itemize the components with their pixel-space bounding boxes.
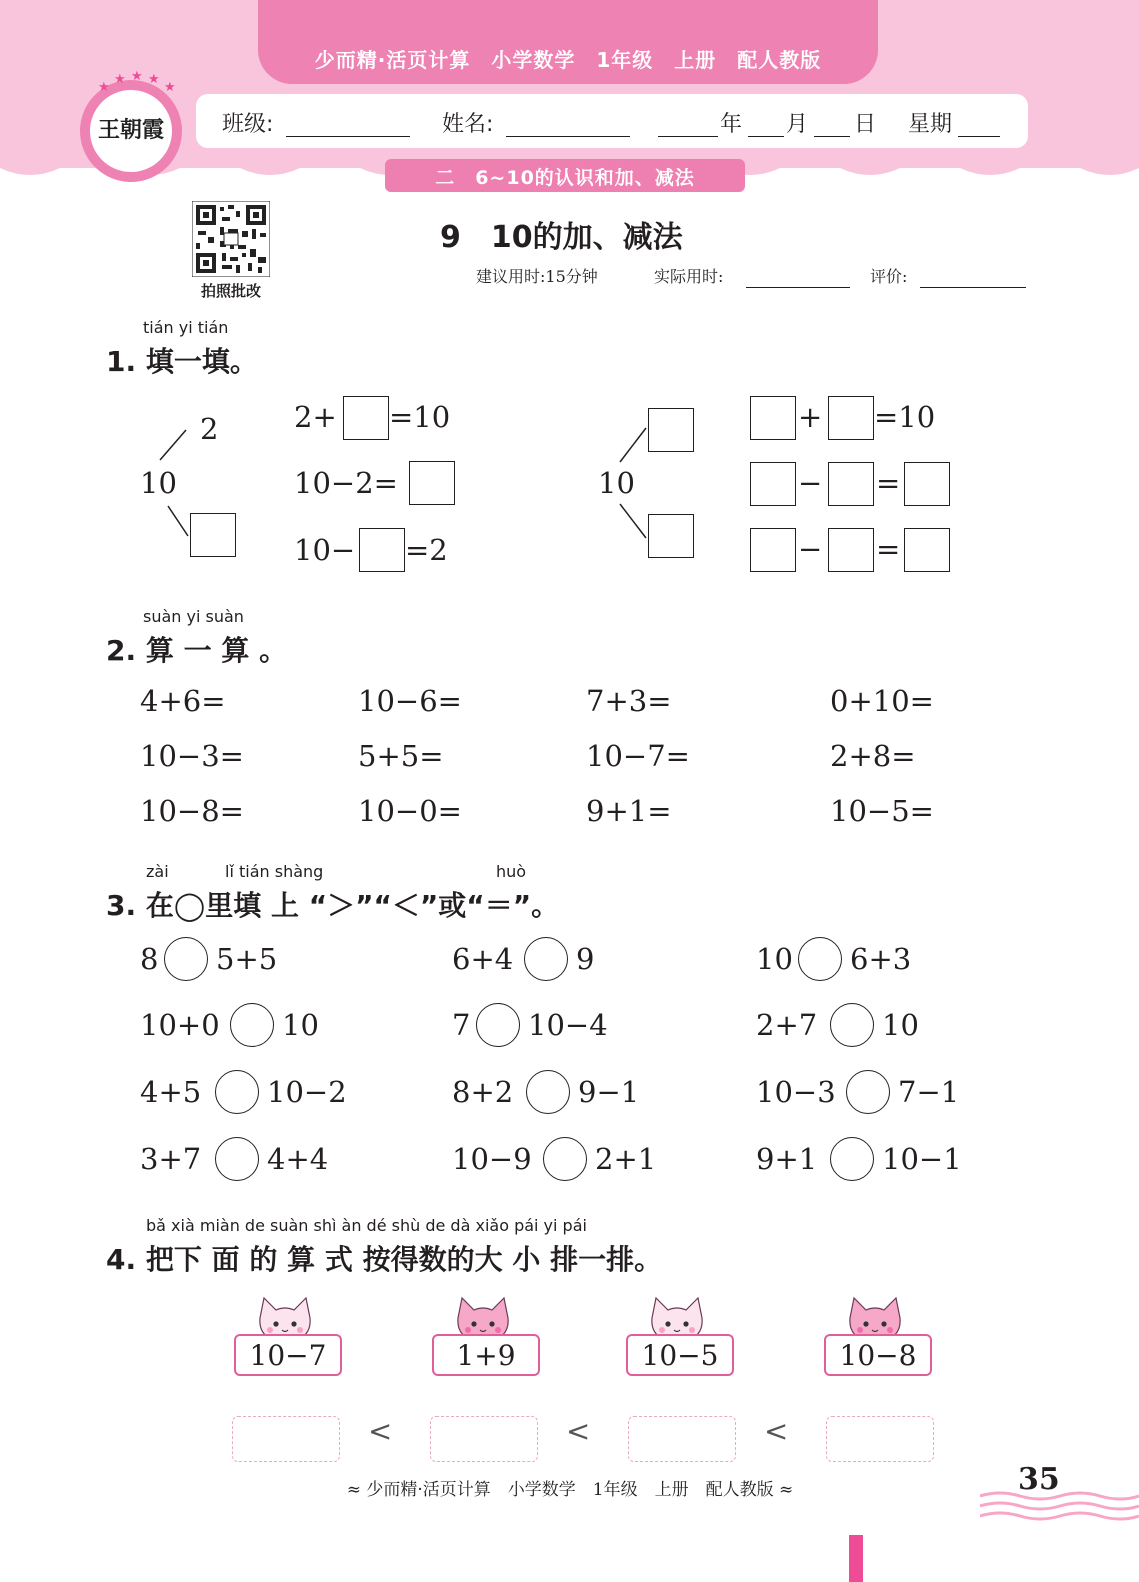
q3-compare-circle[interactable]: [164, 937, 208, 981]
q1-answer-box[interactable]: [359, 528, 405, 572]
day-label: 日: [854, 112, 877, 137]
q4-pinyin: bǎ xià miàn de suàn shì àn dé shù de dà xiǎo pái yi pái: [146, 1216, 587, 1235]
q1-pinyin: tián yi tián: [143, 318, 229, 337]
q2-pinyin: suàn yi suàn: [143, 607, 244, 626]
q1-answer-box[interactable]: [343, 396, 389, 440]
actual-time-label: 实际用时:: [654, 267, 724, 286]
q1-eq-text: 10−2=: [294, 466, 398, 500]
expression-card[interactable]: 1+9: [432, 1334, 540, 1376]
weekday-field[interactable]: [958, 112, 1000, 137]
q1-eq-text: =: [876, 466, 901, 500]
actual-time-field[interactable]: [746, 286, 850, 288]
lesson-title: 9 10的加、减法: [440, 220, 683, 255]
q1-answer-box[interactable]: [409, 461, 455, 505]
q1-answer-box[interactable]: [828, 462, 874, 506]
q3-compare-circle[interactable]: [215, 1070, 259, 1114]
q1-answer-box[interactable]: [904, 462, 950, 506]
less-than-sign: <: [764, 1414, 789, 1448]
q1-answer-box[interactable]: [750, 528, 796, 572]
class-field[interactable]: [286, 112, 410, 137]
q3-compare-circle[interactable]: [215, 1137, 259, 1181]
month-label: 月: [786, 112, 809, 137]
q3-left-expr: 10+0: [140, 1008, 220, 1042]
year-label: 年: [720, 112, 743, 137]
q3-right-expr: 10: [882, 1008, 919, 1042]
q1-eq-text: =2: [405, 533, 448, 567]
q1-answer-box[interactable]: [828, 396, 874, 440]
footer-text: ≈ 少而精·活页计算 小学数学 1年级 上册 配人教版 ≈: [346, 1480, 794, 1500]
q1-eq-text: =: [876, 532, 901, 566]
expression-card[interactable]: 10−8: [824, 1334, 932, 1376]
star-icon: ★: [148, 72, 160, 87]
rating-label: 评价:: [870, 267, 908, 286]
star-icon: ★: [98, 80, 110, 95]
q3-title: 3. 在◯里填 上 “＞”“＜”或“＝”。: [106, 889, 560, 922]
year-field[interactable]: [658, 112, 718, 137]
q1-right-whole: 10: [598, 466, 635, 500]
q3-pinyin: zài: [146, 862, 169, 881]
q1-eq-text: −: [798, 532, 823, 566]
q3-compare-circle[interactable]: [543, 1137, 587, 1181]
q2-expression[interactable]: 2+8=: [830, 739, 916, 773]
q2-expression[interactable]: 0+10=: [830, 684, 934, 718]
q1-answer-box[interactable]: [904, 528, 950, 572]
q4-title: 4. 把下 面 的 算 式 按得数的大 小 排一排。: [106, 1243, 663, 1276]
page-number: 35: [1018, 1462, 1060, 1497]
q3-right-expr: 9: [576, 942, 595, 976]
rating-field[interactable]: [920, 286, 1026, 288]
q2-expression[interactable]: 10−7=: [586, 739, 690, 773]
q3-right-expr: 6+3: [850, 942, 912, 976]
q2-expression[interactable]: 7+3=: [586, 684, 672, 718]
q3-left-expr: 3+7: [140, 1142, 202, 1176]
q3-compare-circle[interactable]: [798, 937, 842, 981]
q3-left-expr: 10−3: [756, 1075, 836, 1109]
q3-compare-circle[interactable]: [526, 1070, 570, 1114]
q3-left-expr: 2+7: [756, 1008, 818, 1042]
expression-card[interactable]: 10−7: [234, 1334, 342, 1376]
logo-text: 王朝霞: [97, 117, 164, 143]
day-field[interactable]: [814, 112, 850, 137]
q3-compare-circle[interactable]: [230, 1003, 274, 1047]
q1-eq-text: 2+: [294, 400, 337, 434]
q3-right-expr: 10−2: [267, 1075, 347, 1109]
q3-right-expr: 10−1: [882, 1142, 962, 1176]
q3-left-expr: 8+2: [452, 1075, 514, 1109]
month-field[interactable]: [748, 112, 784, 137]
name-field[interactable]: [506, 112, 630, 137]
order-answer-box[interactable]: [826, 1416, 934, 1462]
suggested-time: 建议用时:15分钟: [476, 267, 598, 286]
q2-expression[interactable]: 5+5=: [358, 739, 444, 773]
q3-right-expr: 9−1: [578, 1075, 640, 1109]
q3-right-expr: 5+5: [216, 942, 278, 976]
q1-eq-text: +: [798, 400, 823, 434]
page-edge-marker: [849, 1535, 863, 1582]
class-label: 班级:: [222, 112, 274, 137]
qr-label: 拍照批改: [200, 282, 261, 300]
order-answer-box[interactable]: [628, 1416, 736, 1462]
qr-code-icon[interactable]: [192, 201, 270, 277]
q1-eq-text: −: [798, 466, 823, 500]
q1-left-whole: 10: [140, 466, 177, 500]
order-answer-box[interactable]: [430, 1416, 538, 1462]
q3-compare-circle[interactable]: [524, 937, 568, 981]
q3-compare-circle[interactable]: [476, 1003, 520, 1047]
q3-left-expr: 7: [452, 1008, 471, 1042]
q3-left-expr: 4+5: [140, 1075, 202, 1109]
q1-eq-text: =10: [389, 400, 451, 434]
q3-compare-circle[interactable]: [830, 1003, 874, 1047]
q3-right-expr: 10−4: [528, 1008, 608, 1042]
q1-left-part-box[interactable]: [190, 513, 236, 557]
q3-compare-circle[interactable]: [830, 1137, 874, 1181]
q3-left-expr: 8: [140, 942, 159, 976]
q2-expression[interactable]: 4+6=: [140, 684, 226, 718]
star-icon: ★: [131, 69, 143, 84]
weekday-label: 星期: [908, 112, 953, 137]
q3-right-expr: 2+1: [595, 1142, 657, 1176]
q1-eq-text: =10: [874, 400, 936, 434]
name-label: 姓名:: [442, 112, 494, 137]
q3-left-expr: 9+1: [756, 1142, 818, 1176]
q1-left-part: 2: [200, 412, 219, 446]
q1-right-part-box[interactable]: [648, 408, 694, 452]
q2-expression[interactable]: 10−6=: [358, 684, 462, 718]
q2-title: 2. 算 一 算 。: [106, 634, 288, 667]
q2-expression[interactable]: 10−8=: [140, 794, 244, 828]
q3-pinyin: lǐ tián shàng: [225, 862, 324, 881]
expression-card[interactable]: 10−5: [626, 1334, 734, 1376]
q3-left-expr: 10: [756, 942, 793, 976]
q1-answer-box[interactable]: [750, 396, 796, 440]
q3-pinyin: huò: [496, 862, 527, 881]
order-answer-box[interactable]: [232, 1416, 340, 1462]
unit-title: 二 6~10的认识和加、减法: [435, 167, 695, 189]
star-icon: ★: [164, 80, 176, 95]
q2-expression[interactable]: 10−0=: [358, 794, 462, 828]
q1-answer-box[interactable]: [828, 528, 874, 572]
series-title: 少而精·活页计算 小学数学 1年级 上册 配人教版: [314, 48, 822, 72]
q3-left-expr: 6+4: [452, 942, 514, 976]
q2-expression[interactable]: 10−5=: [830, 794, 934, 828]
star-icon: ★: [114, 72, 126, 87]
q1-answer-box[interactable]: [750, 462, 796, 506]
q3-right-expr: 10: [282, 1008, 319, 1042]
less-than-sign: <: [566, 1414, 591, 1448]
q3-compare-circle[interactable]: [846, 1070, 890, 1114]
q1-right-part-box[interactable]: [648, 514, 694, 558]
q2-expression[interactable]: 10−3=: [140, 739, 244, 773]
q1-eq-text: 10−: [294, 533, 356, 567]
q3-right-expr: 4+4: [267, 1142, 329, 1176]
q2-expression[interactable]: 9+1=: [586, 794, 672, 828]
q3-left-expr: 10−9: [452, 1142, 532, 1176]
q3-right-expr: 7−1: [898, 1075, 960, 1109]
less-than-sign: <: [368, 1414, 393, 1448]
q1-title: 1. 填一填。: [106, 345, 258, 378]
